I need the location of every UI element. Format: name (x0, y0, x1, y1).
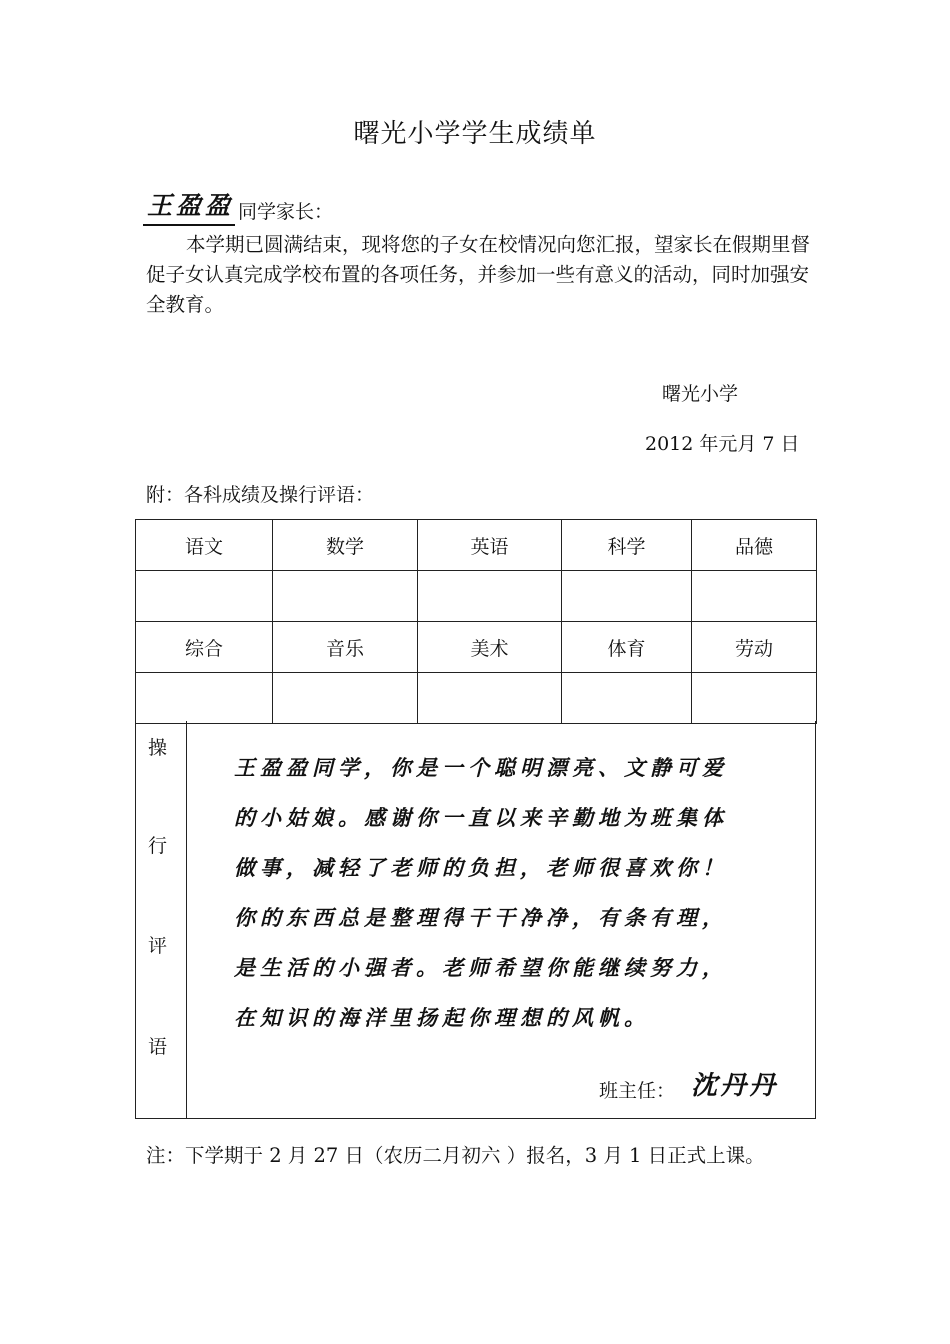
conduct-label-char: 评 (148, 935, 168, 957)
conduct-label (136, 721, 187, 1118)
teacher-comment (234, 743, 744, 1043)
score-cell (562, 673, 692, 724)
letter-body (146, 230, 814, 320)
score-cell (562, 571, 692, 622)
subject-header-row (136, 520, 817, 571)
document-title: 曙光小学学生成绩单 (353, 119, 597, 149)
subject-cell: 体育 (562, 622, 692, 673)
conduct-label-char: 行 (148, 835, 168, 857)
comment-line: 做事，减轻了老师的负担，老师很喜欢你！ (234, 855, 728, 880)
teacher-label: 班主任： (599, 1080, 676, 1102)
subject-cell: 美术 (418, 622, 562, 673)
subject-cell: 语文 (136, 520, 273, 571)
score-cell (273, 673, 418, 724)
annex-label: 附：各科成绩及操行评语： (146, 484, 375, 506)
score-cell (136, 571, 273, 622)
conduct-comment-box (135, 721, 816, 1119)
subject-cell: 英语 (418, 520, 562, 571)
student-name: 王盈盈 (147, 191, 235, 220)
grades-table (135, 519, 817, 724)
school-signature: 曙光小学 (662, 383, 739, 405)
subject-cell: 品德 (692, 520, 817, 571)
subject-cell: 音乐 (273, 622, 418, 673)
letter-date: 2012 年元月 7 日 (645, 433, 800, 455)
greeting: 同学家长： (238, 201, 334, 223)
comment-line: 是生活的小强者。老师希望你能继续努力， (234, 955, 728, 980)
footnote: 注：下学期于 2 月 27 日（农历二月初六 ）报名，3 月 1 日正式上课。 (146, 1144, 765, 1167)
subject-cell: 劳动 (692, 622, 817, 673)
subject-cell: 数学 (273, 520, 418, 571)
comment-line: 的小姑娘。感谢你一直以来辛勤地为班集体 (234, 805, 728, 830)
score-cell (692, 673, 817, 724)
score-cell (136, 673, 273, 724)
subject-cell: 科学 (562, 520, 692, 571)
score-cell (692, 571, 817, 622)
score-cell (418, 571, 562, 622)
comment-line: 王盈盈同学，你是一个聪明漂亮、文静可爱 (234, 755, 728, 780)
conduct-label-char: 操 (148, 737, 168, 759)
score-cell (273, 571, 418, 622)
letter-paragraph: 本学期已圆满结束，现将您的子女在校情况向您汇报，望家长在假期里督促子女认真完成学校布置的各项任务，并参加一些有意义的活动，同时加强安全教育。 (146, 233, 811, 316)
conduct-label-char: 语 (148, 1036, 168, 1058)
score-cell (418, 673, 562, 724)
subject-header-row (136, 622, 817, 673)
score-row (136, 571, 817, 622)
subject-cell: 综合 (136, 622, 273, 673)
teacher-signature: 沈丹丹 (691, 1071, 779, 1101)
name-underline (143, 224, 235, 226)
score-row (136, 673, 817, 724)
comment-line: 在知识的海洋里扬起你理想的风帆。 (234, 1005, 650, 1030)
comment-line: 你的东西总是整理得干干净净，有条有理， (234, 905, 728, 930)
